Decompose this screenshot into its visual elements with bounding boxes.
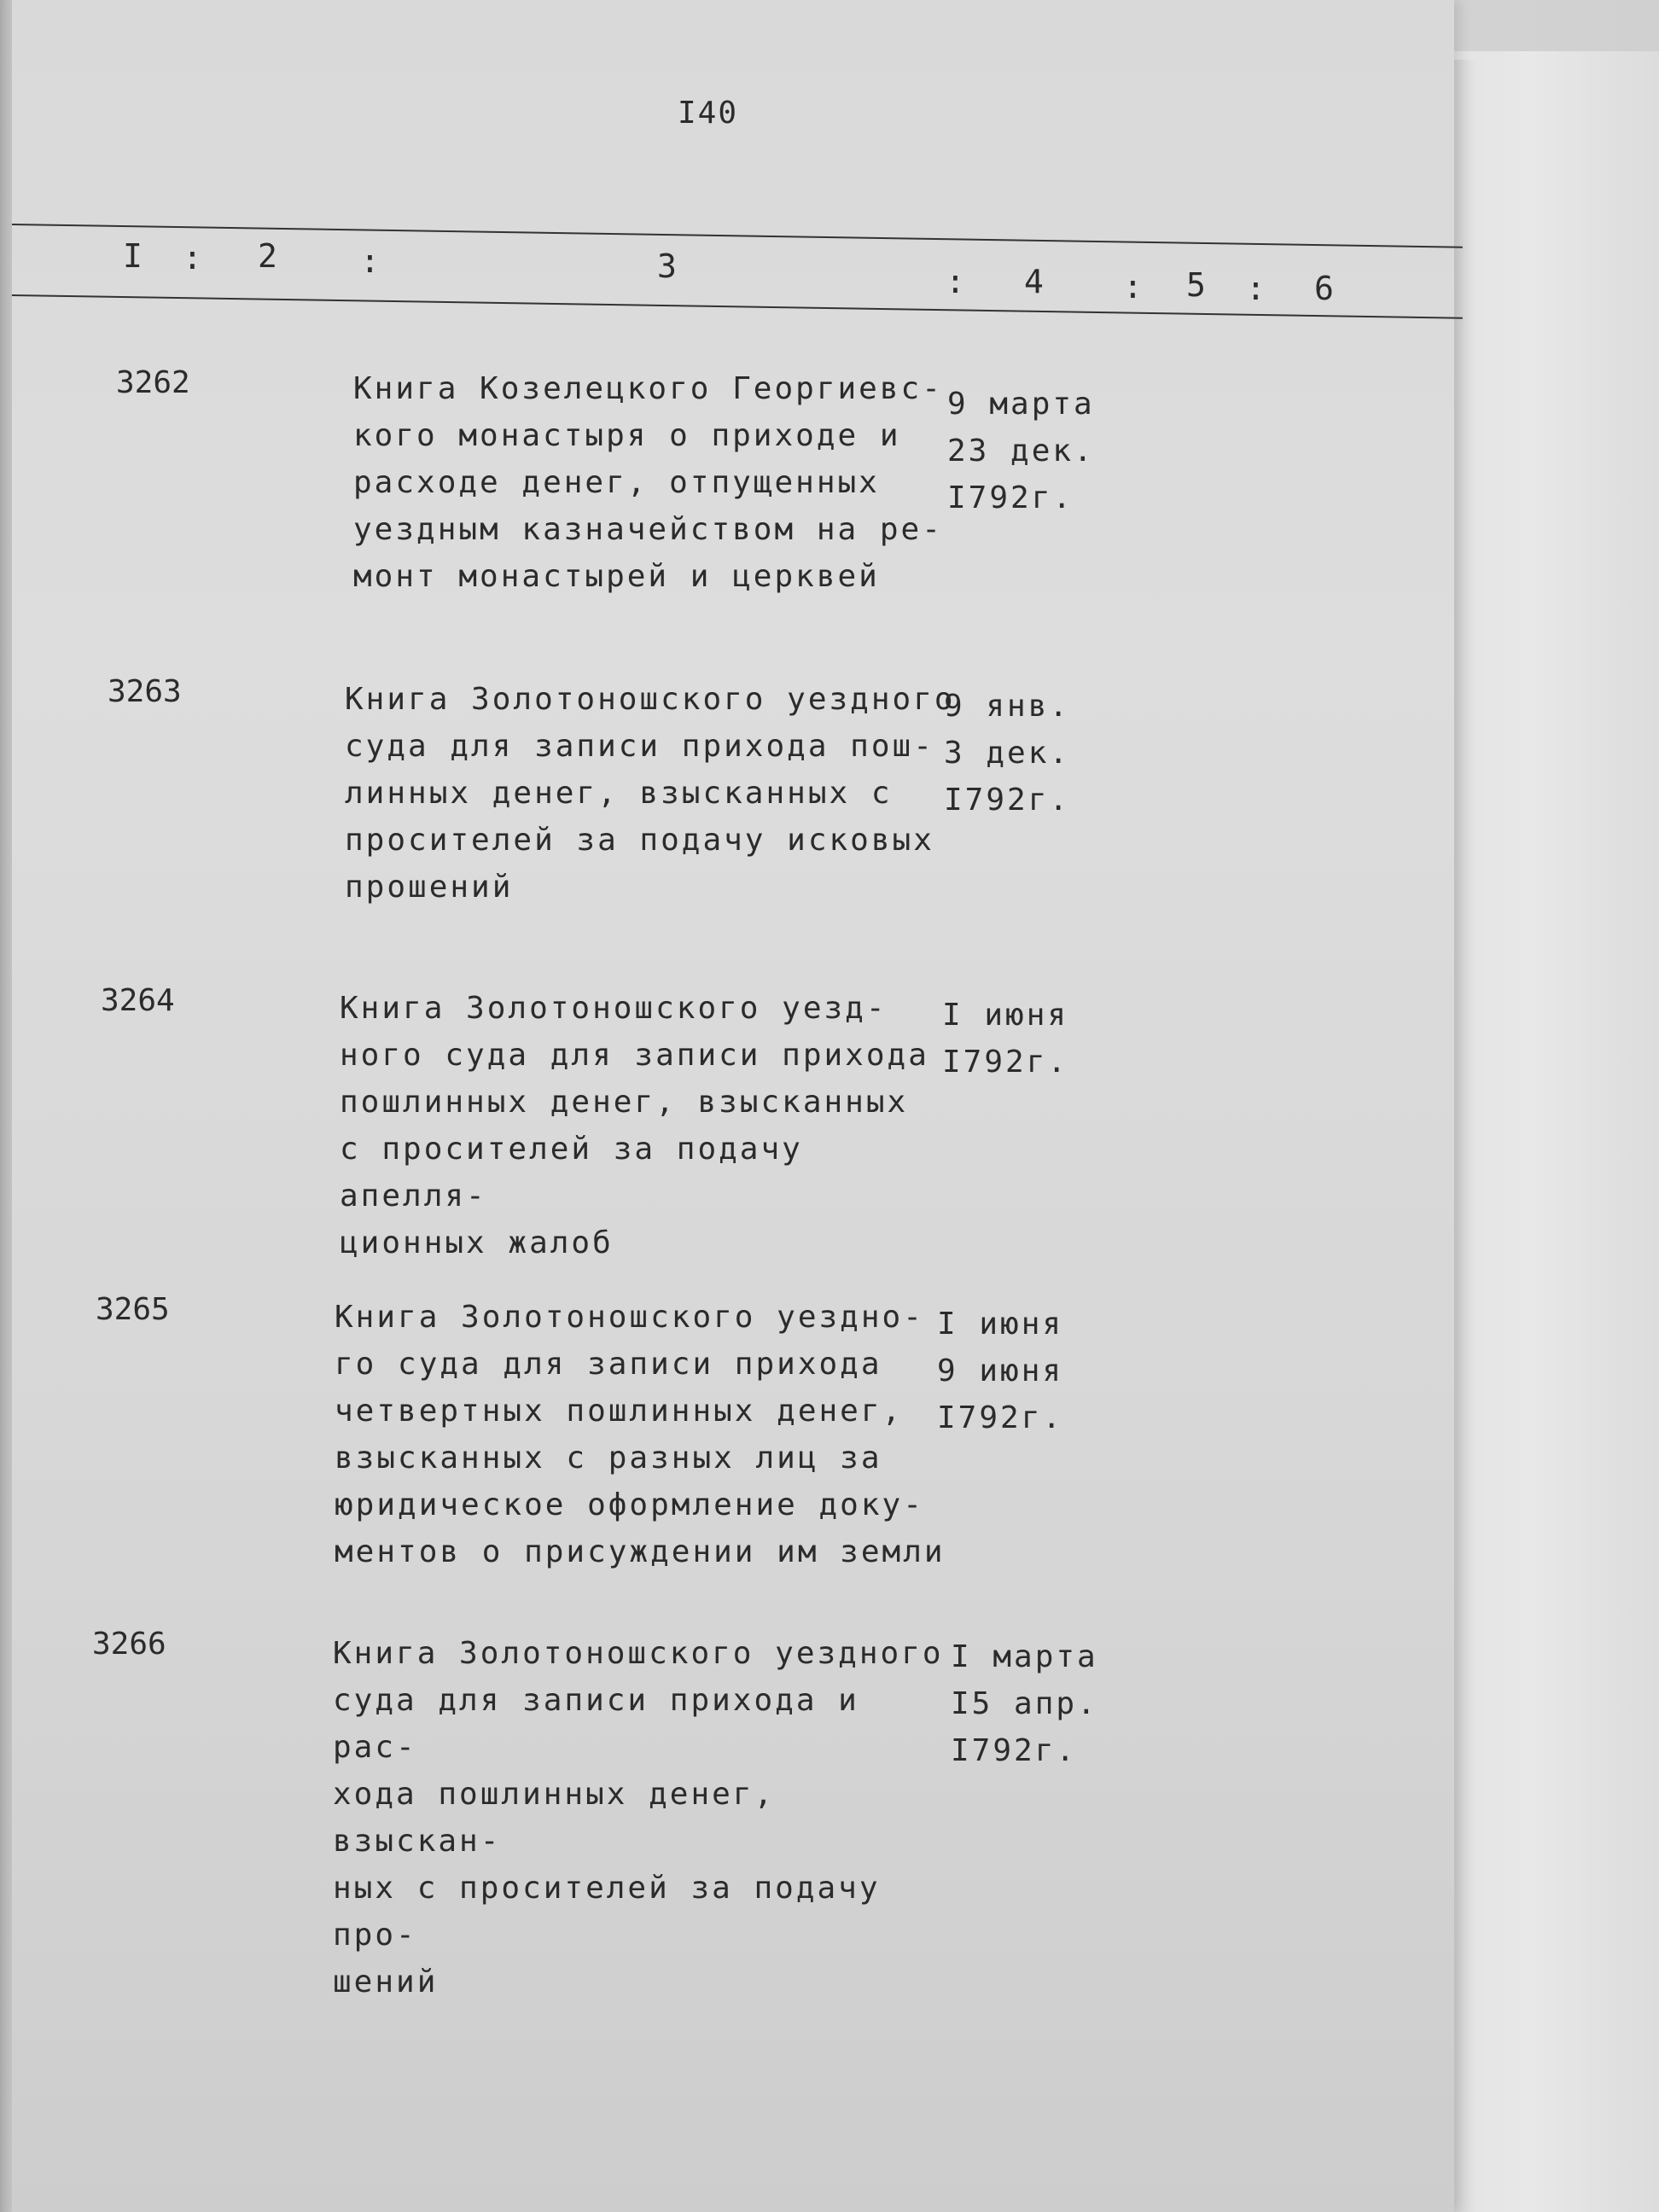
entry-dates: I июня I792г. [942,998,1069,1080]
entry-dates: I июня 9 июня I792г. [937,1307,1064,1435]
entry-number: 3265 [96,1292,170,1327]
header-sep-1: : [183,239,204,276]
entry-number: 3263 [108,674,182,709]
entry-number: 3266 [92,1627,166,1662]
page-edge [1451,60,1476,2212]
entry-dates: 9 марта 23 дек. I792г. [947,387,1095,515]
header-sep-3: : [946,263,967,300]
header-col-3: 3 [657,247,678,285]
entry-number: 3262 [116,365,190,400]
entry-description: Книга Золотоношского уездного суда для записи прихода пош- линных денег, взысканных с просителей за подачу исковых прошений [345,682,956,905]
header-col-4: 4 [1024,263,1045,300]
entry-description: Книга Золотоношского уездного суда для записи прихода и рас- хода пошлинных денег, взыскан- ных с просителей за подачу про- шений [333,1636,944,2000]
header-top-rule [12,224,1463,248]
header-col-6: 6 [1314,270,1336,307]
entry-description: Книга Золотоношского уездно- го суда для записи прихода четвертных пошлинных денег, взысканных с разных лиц за юридическое оформление доку- ментов о присуждении им земли [335,1300,946,1569]
entry-description: Книга Золотоношского уезд- ного суда для записи прихода пошлинных денег, взысканных с просителей за подачу апелля- ционных жалоб [340,991,929,1260]
header-col-2: 2 [258,237,279,275]
entry-number: 3264 [101,983,175,1018]
entry-dates: I марта I5 апр. I792г. [951,1639,1098,1768]
header-sep-5: : [1246,270,1267,307]
header-sep-2: : [360,242,381,280]
document-page [12,0,1454,2212]
entry-dates: 9 янв. 3 дек. I792г. [944,689,1071,818]
page-number: I40 [678,96,739,131]
entry-description: Книга Козелецкого Георгиевс- кого монастыря о приходе и расходе денег, отпущенных уездным казначейством на ре- монт монастырей и церквей [353,371,943,594]
header-col-5: 5 [1186,266,1208,304]
header-bottom-rule [12,294,1463,319]
header-col-1: I [123,237,144,275]
header-sep-4: : [1123,268,1144,306]
